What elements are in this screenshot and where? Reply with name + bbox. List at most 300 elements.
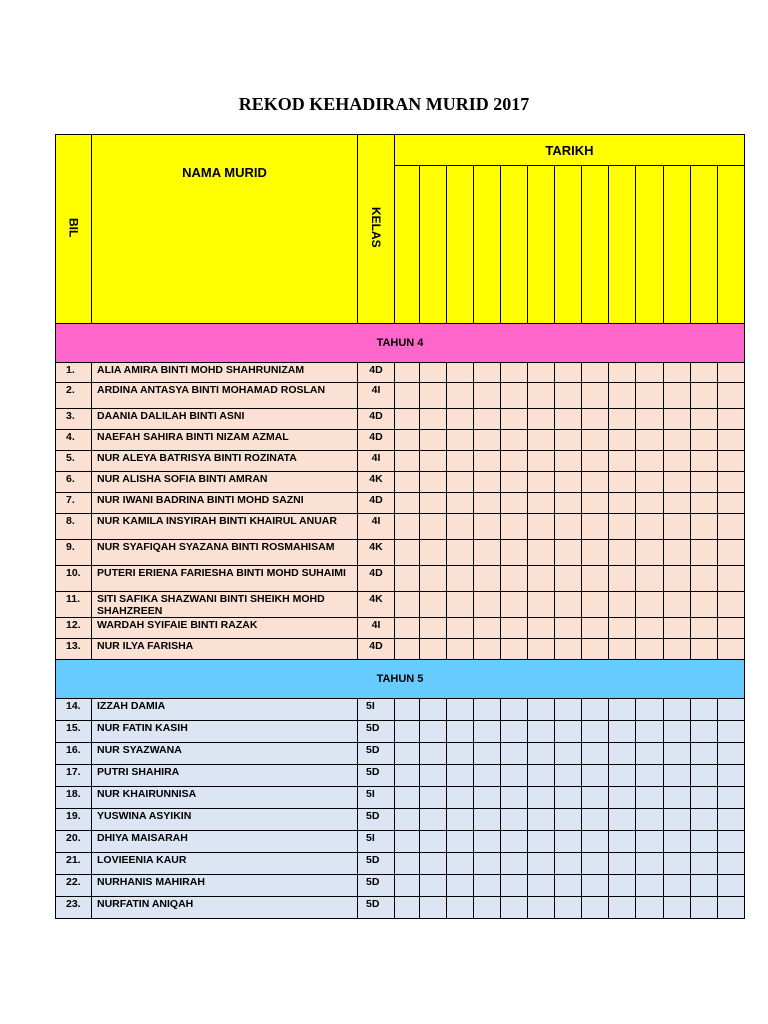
attendance-cell[interactable] (447, 514, 474, 540)
attendance-cell[interactable] (501, 897, 528, 919)
attendance-cell[interactable] (691, 472, 718, 493)
date-header-cell[interactable] (474, 166, 501, 324)
attendance-cell[interactable] (474, 875, 501, 897)
attendance-cell[interactable] (395, 787, 420, 809)
attendance-cell[interactable] (501, 699, 528, 721)
attendance-cell[interactable] (691, 639, 718, 660)
attendance-cell[interactable] (691, 743, 718, 765)
attendance-cell[interactable] (420, 831, 447, 853)
attendance-cell[interactable] (555, 875, 582, 897)
attendance-cell[interactable] (582, 618, 609, 639)
attendance-cell[interactable] (609, 383, 636, 409)
attendance-cell[interactable] (474, 409, 501, 430)
attendance-cell[interactable] (555, 831, 582, 853)
attendance-cell[interactable] (609, 451, 636, 472)
attendance-cell[interactable] (555, 592, 582, 618)
attendance-cell[interactable] (691, 409, 718, 430)
date-header-cell[interactable] (664, 166, 691, 324)
attendance-cell[interactable] (501, 451, 528, 472)
attendance-cell[interactable] (718, 383, 745, 409)
attendance-cell[interactable] (582, 897, 609, 919)
attendance-cell[interactable] (636, 566, 664, 592)
date-header-cell[interactable] (555, 166, 582, 324)
attendance-cell[interactable] (447, 472, 474, 493)
attendance-cell[interactable] (582, 743, 609, 765)
attendance-cell[interactable] (664, 853, 691, 875)
attendance-cell[interactable] (555, 853, 582, 875)
attendance-cell[interactable] (582, 592, 609, 618)
attendance-cell[interactable] (474, 699, 501, 721)
attendance-cell[interactable] (718, 430, 745, 451)
attendance-cell[interactable] (474, 618, 501, 639)
attendance-cell[interactable] (420, 721, 447, 743)
attendance-cell[interactable] (691, 853, 718, 875)
attendance-cell[interactable] (636, 451, 664, 472)
attendance-cell[interactable] (501, 592, 528, 618)
attendance-cell[interactable] (474, 853, 501, 875)
attendance-cell[interactable] (474, 743, 501, 765)
attendance-cell[interactable] (474, 472, 501, 493)
attendance-cell[interactable] (636, 409, 664, 430)
attendance-cell[interactable] (447, 831, 474, 853)
attendance-cell[interactable] (609, 430, 636, 451)
attendance-cell[interactable] (395, 409, 420, 430)
attendance-cell[interactable] (420, 451, 447, 472)
attendance-cell[interactable] (582, 721, 609, 743)
attendance-cell[interactable] (395, 430, 420, 451)
attendance-cell[interactable] (691, 699, 718, 721)
attendance-cell[interactable] (636, 493, 664, 514)
attendance-cell[interactable] (447, 540, 474, 566)
attendance-cell[interactable] (609, 787, 636, 809)
attendance-cell[interactable] (609, 592, 636, 618)
attendance-cell[interactable] (420, 430, 447, 451)
attendance-cell[interactable] (420, 618, 447, 639)
attendance-cell[interactable] (718, 809, 745, 831)
attendance-cell[interactable] (691, 430, 718, 451)
attendance-cell[interactable] (582, 383, 609, 409)
attendance-cell[interactable] (501, 514, 528, 540)
date-header-cell[interactable] (691, 166, 718, 324)
date-header-cell[interactable] (447, 166, 474, 324)
attendance-cell[interactable] (609, 540, 636, 566)
attendance-cell[interactable] (528, 765, 555, 787)
attendance-cell[interactable] (718, 592, 745, 618)
attendance-cell[interactable] (636, 897, 664, 919)
attendance-cell[interactable] (718, 514, 745, 540)
attendance-cell[interactable] (664, 363, 691, 383)
attendance-cell[interactable] (420, 853, 447, 875)
attendance-cell[interactable] (555, 787, 582, 809)
attendance-cell[interactable] (609, 409, 636, 430)
attendance-cell[interactable] (636, 639, 664, 660)
attendance-cell[interactable] (609, 514, 636, 540)
attendance-cell[interactable] (528, 875, 555, 897)
attendance-cell[interactable] (609, 721, 636, 743)
attendance-cell[interactable] (609, 743, 636, 765)
attendance-cell[interactable] (718, 618, 745, 639)
attendance-cell[interactable] (555, 809, 582, 831)
attendance-cell[interactable] (636, 875, 664, 897)
attendance-cell[interactable] (501, 540, 528, 566)
attendance-cell[interactable] (420, 897, 447, 919)
attendance-cell[interactable] (528, 472, 555, 493)
attendance-cell[interactable] (501, 743, 528, 765)
attendance-cell[interactable] (718, 787, 745, 809)
attendance-cell[interactable] (636, 540, 664, 566)
attendance-cell[interactable] (664, 743, 691, 765)
attendance-cell[interactable] (582, 451, 609, 472)
attendance-cell[interactable] (447, 363, 474, 383)
attendance-cell[interactable] (447, 618, 474, 639)
attendance-cell[interactable] (528, 540, 555, 566)
attendance-cell[interactable] (636, 592, 664, 618)
attendance-cell[interactable] (636, 363, 664, 383)
attendance-cell[interactable] (664, 875, 691, 897)
attendance-cell[interactable] (447, 699, 474, 721)
attendance-cell[interactable] (395, 721, 420, 743)
attendance-cell[interactable] (582, 809, 609, 831)
attendance-cell[interactable] (447, 875, 474, 897)
attendance-cell[interactable] (691, 363, 718, 383)
attendance-cell[interactable] (474, 765, 501, 787)
attendance-cell[interactable] (501, 639, 528, 660)
attendance-cell[interactable] (447, 592, 474, 618)
attendance-cell[interactable] (395, 831, 420, 853)
attendance-cell[interactable] (474, 592, 501, 618)
attendance-cell[interactable] (636, 699, 664, 721)
attendance-cell[interactable] (528, 809, 555, 831)
attendance-cell[interactable] (528, 566, 555, 592)
attendance-cell[interactable] (555, 451, 582, 472)
attendance-cell[interactable] (447, 566, 474, 592)
attendance-cell[interactable] (555, 430, 582, 451)
attendance-cell[interactable] (474, 831, 501, 853)
attendance-cell[interactable] (691, 831, 718, 853)
attendance-cell[interactable] (395, 897, 420, 919)
attendance-cell[interactable] (664, 566, 691, 592)
attendance-cell[interactable] (664, 618, 691, 639)
attendance-cell[interactable] (474, 451, 501, 472)
attendance-cell[interactable] (636, 618, 664, 639)
attendance-cell[interactable] (528, 592, 555, 618)
attendance-cell[interactable] (420, 472, 447, 493)
attendance-cell[interactable] (528, 493, 555, 514)
attendance-cell[interactable] (691, 493, 718, 514)
attendance-cell[interactable] (609, 809, 636, 831)
attendance-cell[interactable] (582, 514, 609, 540)
attendance-cell[interactable] (691, 721, 718, 743)
attendance-cell[interactable] (582, 472, 609, 493)
attendance-cell[interactable] (395, 592, 420, 618)
attendance-cell[interactable] (420, 875, 447, 897)
attendance-cell[interactable] (420, 787, 447, 809)
attendance-cell[interactable] (664, 451, 691, 472)
attendance-cell[interactable] (528, 699, 555, 721)
attendance-cell[interactable] (636, 787, 664, 809)
attendance-cell[interactable] (636, 721, 664, 743)
date-header-cell[interactable] (501, 166, 528, 324)
attendance-cell[interactable] (691, 787, 718, 809)
attendance-cell[interactable] (555, 540, 582, 566)
attendance-cell[interactable] (609, 699, 636, 721)
attendance-cell[interactable] (664, 592, 691, 618)
attendance-cell[interactable] (447, 853, 474, 875)
attendance-cell[interactable] (555, 765, 582, 787)
attendance-cell[interactable] (582, 765, 609, 787)
attendance-cell[interactable] (691, 897, 718, 919)
attendance-cell[interactable] (395, 472, 420, 493)
attendance-cell[interactable] (582, 831, 609, 853)
attendance-cell[interactable] (636, 809, 664, 831)
attendance-cell[interactable] (609, 363, 636, 383)
attendance-cell[interactable] (395, 765, 420, 787)
attendance-cell[interactable] (555, 383, 582, 409)
attendance-cell[interactable] (691, 875, 718, 897)
attendance-cell[interactable] (501, 853, 528, 875)
attendance-cell[interactable] (395, 743, 420, 765)
attendance-cell[interactable] (555, 363, 582, 383)
attendance-cell[interactable] (528, 363, 555, 383)
attendance-cell[interactable] (447, 787, 474, 809)
attendance-cell[interactable] (395, 875, 420, 897)
date-header-cell[interactable] (718, 166, 745, 324)
attendance-cell[interactable] (691, 451, 718, 472)
attendance-cell[interactable] (636, 430, 664, 451)
attendance-cell[interactable] (664, 472, 691, 493)
attendance-cell[interactable] (420, 566, 447, 592)
attendance-cell[interactable] (395, 363, 420, 383)
attendance-cell[interactable] (528, 451, 555, 472)
attendance-cell[interactable] (420, 540, 447, 566)
attendance-cell[interactable] (528, 383, 555, 409)
attendance-cell[interactable] (447, 639, 474, 660)
date-header-cell[interactable] (582, 166, 609, 324)
attendance-cell[interactable] (582, 639, 609, 660)
attendance-cell[interactable] (395, 853, 420, 875)
attendance-cell[interactable] (609, 853, 636, 875)
attendance-cell[interactable] (609, 493, 636, 514)
attendance-cell[interactable] (474, 514, 501, 540)
attendance-cell[interactable] (501, 787, 528, 809)
attendance-cell[interactable] (501, 809, 528, 831)
attendance-cell[interactable] (636, 853, 664, 875)
attendance-cell[interactable] (664, 809, 691, 831)
attendance-cell[interactable] (528, 787, 555, 809)
attendance-cell[interactable] (555, 514, 582, 540)
attendance-cell[interactable] (664, 639, 691, 660)
attendance-cell[interactable] (447, 430, 474, 451)
attendance-cell[interactable] (474, 809, 501, 831)
attendance-cell[interactable] (555, 409, 582, 430)
attendance-cell[interactable] (447, 897, 474, 919)
attendance-cell[interactable] (447, 765, 474, 787)
attendance-cell[interactable] (420, 409, 447, 430)
attendance-cell[interactable] (447, 383, 474, 409)
attendance-cell[interactable] (501, 618, 528, 639)
attendance-cell[interactable] (664, 699, 691, 721)
attendance-cell[interactable] (609, 566, 636, 592)
attendance-cell[interactable] (474, 540, 501, 566)
attendance-cell[interactable] (501, 566, 528, 592)
attendance-cell[interactable] (474, 787, 501, 809)
attendance-cell[interactable] (718, 409, 745, 430)
attendance-cell[interactable] (609, 831, 636, 853)
attendance-cell[interactable] (691, 514, 718, 540)
date-header-cell[interactable] (420, 166, 447, 324)
attendance-cell[interactable] (718, 743, 745, 765)
attendance-cell[interactable] (420, 743, 447, 765)
attendance-cell[interactable] (609, 618, 636, 639)
attendance-cell[interactable] (420, 809, 447, 831)
attendance-cell[interactable] (691, 592, 718, 618)
attendance-cell[interactable] (528, 853, 555, 875)
attendance-cell[interactable] (609, 472, 636, 493)
attendance-cell[interactable] (501, 472, 528, 493)
attendance-cell[interactable] (609, 875, 636, 897)
attendance-cell[interactable] (420, 514, 447, 540)
attendance-cell[interactable] (664, 721, 691, 743)
attendance-cell[interactable] (718, 639, 745, 660)
attendance-cell[interactable] (664, 383, 691, 409)
attendance-cell[interactable] (447, 743, 474, 765)
attendance-cell[interactable] (691, 765, 718, 787)
attendance-cell[interactable] (528, 639, 555, 660)
attendance-cell[interactable] (395, 493, 420, 514)
attendance-cell[interactable] (420, 699, 447, 721)
attendance-cell[interactable] (691, 809, 718, 831)
attendance-cell[interactable] (501, 875, 528, 897)
attendance-cell[interactable] (636, 472, 664, 493)
attendance-cell[interactable] (474, 721, 501, 743)
attendance-cell[interactable] (691, 383, 718, 409)
attendance-cell[interactable] (447, 451, 474, 472)
attendance-cell[interactable] (447, 409, 474, 430)
attendance-cell[interactable] (582, 430, 609, 451)
attendance-cell[interactable] (420, 592, 447, 618)
attendance-cell[interactable] (582, 787, 609, 809)
attendance-cell[interactable] (664, 897, 691, 919)
attendance-cell[interactable] (420, 765, 447, 787)
attendance-cell[interactable] (582, 363, 609, 383)
attendance-cell[interactable] (501, 409, 528, 430)
attendance-cell[interactable] (718, 875, 745, 897)
attendance-cell[interactable] (555, 743, 582, 765)
attendance-cell[interactable] (501, 721, 528, 743)
attendance-cell[interactable] (528, 743, 555, 765)
attendance-cell[interactable] (582, 409, 609, 430)
attendance-cell[interactable] (582, 699, 609, 721)
attendance-cell[interactable] (447, 493, 474, 514)
attendance-cell[interactable] (474, 430, 501, 451)
attendance-cell[interactable] (718, 897, 745, 919)
attendance-cell[interactable] (718, 451, 745, 472)
attendance-cell[interactable] (691, 566, 718, 592)
attendance-cell[interactable] (528, 618, 555, 639)
attendance-cell[interactable] (718, 493, 745, 514)
attendance-cell[interactable] (395, 451, 420, 472)
attendance-cell[interactable] (420, 363, 447, 383)
attendance-cell[interactable] (420, 639, 447, 660)
attendance-cell[interactable] (501, 831, 528, 853)
attendance-cell[interactable] (636, 765, 664, 787)
attendance-cell[interactable] (609, 639, 636, 660)
attendance-cell[interactable] (420, 383, 447, 409)
attendance-cell[interactable] (664, 514, 691, 540)
attendance-cell[interactable] (664, 409, 691, 430)
attendance-cell[interactable] (582, 540, 609, 566)
attendance-cell[interactable] (636, 743, 664, 765)
attendance-cell[interactable] (555, 493, 582, 514)
attendance-cell[interactable] (555, 566, 582, 592)
attendance-cell[interactable] (474, 383, 501, 409)
attendance-cell[interactable] (395, 618, 420, 639)
attendance-cell[interactable] (395, 514, 420, 540)
attendance-cell[interactable] (474, 897, 501, 919)
attendance-cell[interactable] (718, 853, 745, 875)
attendance-cell[interactable] (501, 383, 528, 409)
attendance-cell[interactable] (555, 618, 582, 639)
attendance-cell[interactable] (501, 430, 528, 451)
attendance-cell[interactable] (528, 721, 555, 743)
attendance-cell[interactable] (718, 699, 745, 721)
attendance-cell[interactable] (664, 493, 691, 514)
attendance-cell[interactable] (718, 363, 745, 383)
attendance-cell[interactable] (609, 765, 636, 787)
attendance-cell[interactable] (474, 639, 501, 660)
attendance-cell[interactable] (501, 493, 528, 514)
attendance-cell[interactable] (528, 430, 555, 451)
attendance-cell[interactable] (582, 853, 609, 875)
attendance-cell[interactable] (447, 721, 474, 743)
date-header-cell[interactable] (528, 166, 555, 324)
attendance-cell[interactable] (664, 430, 691, 451)
attendance-cell[interactable] (636, 514, 664, 540)
attendance-cell[interactable] (691, 540, 718, 566)
date-header-cell[interactable] (609, 166, 636, 324)
attendance-cell[interactable] (447, 809, 474, 831)
attendance-cell[interactable] (582, 566, 609, 592)
attendance-cell[interactable] (528, 831, 555, 853)
attendance-cell[interactable] (395, 566, 420, 592)
attendance-cell[interactable] (718, 540, 745, 566)
attendance-cell[interactable] (395, 699, 420, 721)
attendance-cell[interactable] (395, 540, 420, 566)
attendance-cell[interactable] (420, 493, 447, 514)
attendance-cell[interactable] (609, 897, 636, 919)
attendance-cell[interactable] (395, 809, 420, 831)
attendance-cell[interactable] (501, 363, 528, 383)
attendance-cell[interactable] (664, 540, 691, 566)
attendance-cell[interactable] (474, 493, 501, 514)
attendance-cell[interactable] (664, 787, 691, 809)
attendance-cell[interactable] (718, 566, 745, 592)
attendance-cell[interactable] (528, 897, 555, 919)
attendance-cell[interactable] (718, 721, 745, 743)
attendance-cell[interactable] (528, 514, 555, 540)
attendance-cell[interactable] (474, 566, 501, 592)
date-header-cell[interactable] (395, 166, 420, 324)
attendance-cell[interactable] (664, 765, 691, 787)
attendance-cell[interactable] (555, 897, 582, 919)
attendance-cell[interactable] (528, 409, 555, 430)
attendance-cell[interactable] (555, 699, 582, 721)
attendance-cell[interactable] (555, 721, 582, 743)
date-header-cell[interactable] (636, 166, 664, 324)
attendance-cell[interactable] (395, 383, 420, 409)
attendance-cell[interactable] (395, 639, 420, 660)
attendance-cell[interactable] (718, 831, 745, 853)
